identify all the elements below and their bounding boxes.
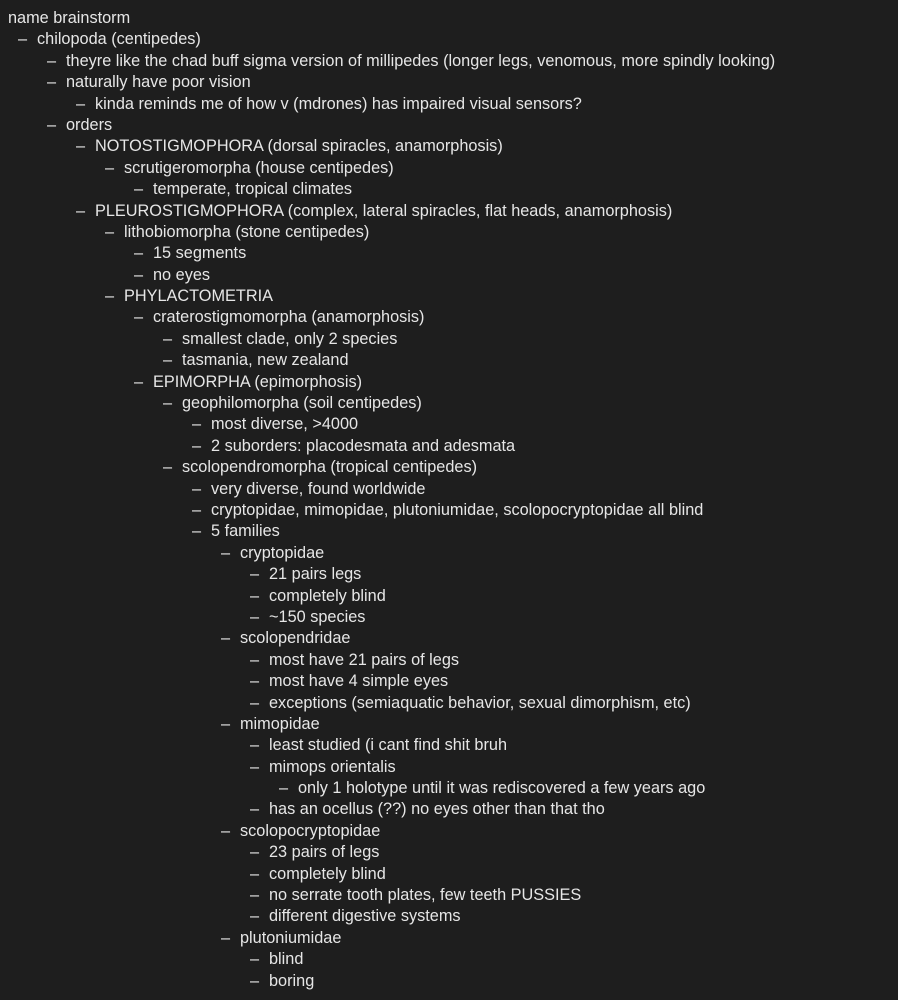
outline-item[interactable] [8,243,893,264]
outline-item-text: tasmania, new zealand [182,351,349,370]
outline-item-text: 2 suborders: placodesmata and adesmata [211,436,516,455]
outline-item[interactable] [8,778,893,799]
outline-item-text: 5 families [211,522,280,541]
notes-document[interactable] [8,8,893,992]
outline-item[interactable] [8,949,893,970]
outline-item[interactable] [8,457,893,478]
outline-item-text: PHYLACTOMETRIA [124,287,273,306]
outline-item[interactable] [8,735,893,756]
outline-item[interactable] [8,864,893,885]
outline-item-text: scrutigeromorpha (house centipedes) [124,158,394,177]
outline-item[interactable] [8,757,893,778]
bullet-dash-icon: – [104,158,115,177]
outline-item[interactable] [8,564,893,585]
outline-item[interactable] [8,179,893,200]
outline-item[interactable] [8,607,893,628]
bullet-dash-icon: – [249,843,260,862]
outline-item-text: orders [66,115,113,134]
outline-item-text: mimops orientalis [269,757,396,776]
outline-item-text: theyre like the chad buff sigma version of millipedes (longer legs, venomous, more spindly looking) [66,51,776,70]
bullet-dash-icon: – [249,950,260,969]
outline-item[interactable] [8,521,893,542]
bullet-dash-icon: – [75,137,86,156]
outline-item[interactable] [8,414,893,435]
outline-item-text: EPIMORPHA (epimorphosis) [153,372,363,391]
bullet-dash-icon: – [249,886,260,905]
bullet-dash-icon: – [249,757,260,776]
bullet-dash-icon: – [162,351,173,370]
outline-item[interactable] [8,693,893,714]
outline-item[interactable] [8,928,893,949]
outline-item[interactable] [8,479,893,500]
outline-item[interactable] [8,842,893,863]
bullet-dash-icon: – [191,522,202,541]
bullet-dash-icon: – [249,800,260,819]
outline-item-text: 15 segments [153,244,247,263]
outline-item[interactable] [8,671,893,692]
bullet-outline [8,29,893,992]
bullet-dash-icon: – [220,714,231,733]
outline-item-text: most have 21 pairs of legs [269,650,460,669]
outline-item-text: exceptions (semiaquatic behavior, sexual dimorphism, etc) [269,693,691,712]
outline-item-text: blind [269,950,304,969]
bullet-dash-icon: – [162,458,173,477]
bullet-dash-icon: – [191,436,202,455]
outline-item[interactable] [8,650,893,671]
bullet-dash-icon: – [162,329,173,348]
outline-item[interactable] [8,799,893,820]
outline-item-text: plutoniumidae [240,928,342,947]
bullet-dash-icon: – [220,629,231,648]
bullet-dash-icon: – [278,779,289,798]
outline-item-text: completely blind [269,864,386,883]
outline-item-text: scolopendridae [240,629,351,648]
bullet-dash-icon: – [133,372,144,391]
bullet-dash-icon: – [249,907,260,926]
bullet-dash-icon: – [46,73,57,92]
outline-item[interactable] [8,500,893,521]
outline-item[interactable] [8,201,893,222]
outline-item-text: scolopendromorpha (tropical centipedes) [182,458,478,477]
bullet-dash-icon: – [104,222,115,241]
bullet-dash-icon: – [249,565,260,584]
bullet-dash-icon: – [133,244,144,263]
bullet-dash-icon: – [249,607,260,626]
outline-item[interactable] [8,906,893,927]
bullet-dash-icon: – [249,693,260,712]
bullet-dash-icon: – [220,543,231,562]
outline-item-text: temperate, tropical climates [153,180,353,199]
outline-item-text: different digestive systems [269,907,461,926]
outline-item[interactable] [8,222,893,243]
outline-item[interactable] [8,714,893,735]
outline-item-text: cryptopidae [240,543,325,562]
outline-item-text: scolopocryptopidae [240,821,381,840]
document-title: name brainstorm [8,9,131,27]
bullet-dash-icon: – [249,672,260,691]
outline-item-text: 21 pairs legs [269,565,362,584]
outline-item[interactable] [8,72,893,93]
outline-item-text: has an ocellus (??) no eyes other than that tho [269,800,605,819]
outline-item-text: PLEUROSTIGMOPHORA (complex, lateral spiracles, flat heads, anamorphosis) [95,201,673,220]
outline-item[interactable] [8,51,893,72]
outline-item-text: 23 pairs of legs [269,843,380,862]
outline-item[interactable] [8,29,893,50]
bullet-dash-icon: – [249,864,260,883]
outline-item-text: geophilomorpha (soil centipedes) [182,394,422,413]
outline-item[interactable] [8,136,893,157]
outline-item[interactable] [8,885,893,906]
outline-item-text: only 1 holotype until it was rediscovered a few years ago [298,779,706,798]
outline-item[interactable] [8,265,893,286]
bullet-dash-icon: – [220,928,231,947]
outline-item-text: lithobiomorpha (stone centipedes) [124,222,370,241]
outline-item-text: completely blind [269,586,386,605]
bullet-dash-icon: – [220,821,231,840]
bullet-dash-icon: – [249,586,260,605]
bullet-dash-icon: – [104,287,115,306]
bullet-dash-icon: – [249,736,260,755]
outline-item[interactable] [8,436,893,457]
outline-item-text: NOTOSTIGMOPHORA (dorsal spiracles, anamorphosis) [95,137,503,156]
bullet-dash-icon: – [162,394,173,413]
bullet-dash-icon: – [75,201,86,220]
outline-item[interactable] [8,286,893,307]
outline-item-text: most diverse, >4000 [211,415,359,434]
outline-item[interactable] [8,94,893,115]
outline-item[interactable] [8,329,893,350]
outline-item[interactable] [8,158,893,179]
outline-item-text: no eyes [153,265,211,284]
outline-item[interactable] [8,971,893,992]
bullet-dash-icon: – [17,30,28,49]
bullet-dash-icon: – [133,180,144,199]
outline-item-text: chilopoda (centipedes) [37,30,201,49]
outline-item-text: boring [269,971,315,990]
bullet-dash-icon: – [191,500,202,519]
outline-item[interactable] [8,372,893,393]
outline-item-text: mimopidae [240,714,320,733]
bullet-dash-icon: – [249,971,260,990]
outline-item[interactable] [8,543,893,564]
bullet-dash-icon: – [191,479,202,498]
outline-item-text: no serrate tooth plates, few teeth PUSSIES [269,886,582,905]
outline-item[interactable] [8,586,893,607]
outline-item[interactable] [8,115,893,136]
outline-item-text: least studied (i cant find shit bruh [269,736,508,755]
outline-item-text: ~150 species [269,607,366,626]
outline-item[interactable] [8,393,893,414]
outline-item-text: naturally have poor vision [66,73,251,92]
outline-item-text: smallest clade, only 2 species [182,329,398,348]
outline-item[interactable] [8,307,893,328]
outline-item-text: most have 4 simple eyes [269,672,449,691]
outline-item[interactable] [8,628,893,649]
outline-item[interactable] [8,350,893,371]
bullet-dash-icon: – [46,51,57,70]
bullet-dash-icon: – [75,94,86,113]
outline-item-text: very diverse, found worldwide [211,479,426,498]
outline-item[interactable] [8,821,893,842]
bullet-dash-icon: – [133,308,144,327]
bullet-dash-icon: – [191,415,202,434]
outline-item-text: kinda reminds me of how v (mdrones) has impaired visual sensors? [95,94,582,113]
bullet-dash-icon: – [46,115,57,134]
outline-item-text: cryptopidae, mimopidae, plutoniumidae, scolopocryptopidae all blind [211,500,704,519]
bullet-dash-icon: – [133,265,144,284]
outline-item-text: craterostigmomorpha (anamorphosis) [153,308,425,327]
bullet-dash-icon: – [249,650,260,669]
